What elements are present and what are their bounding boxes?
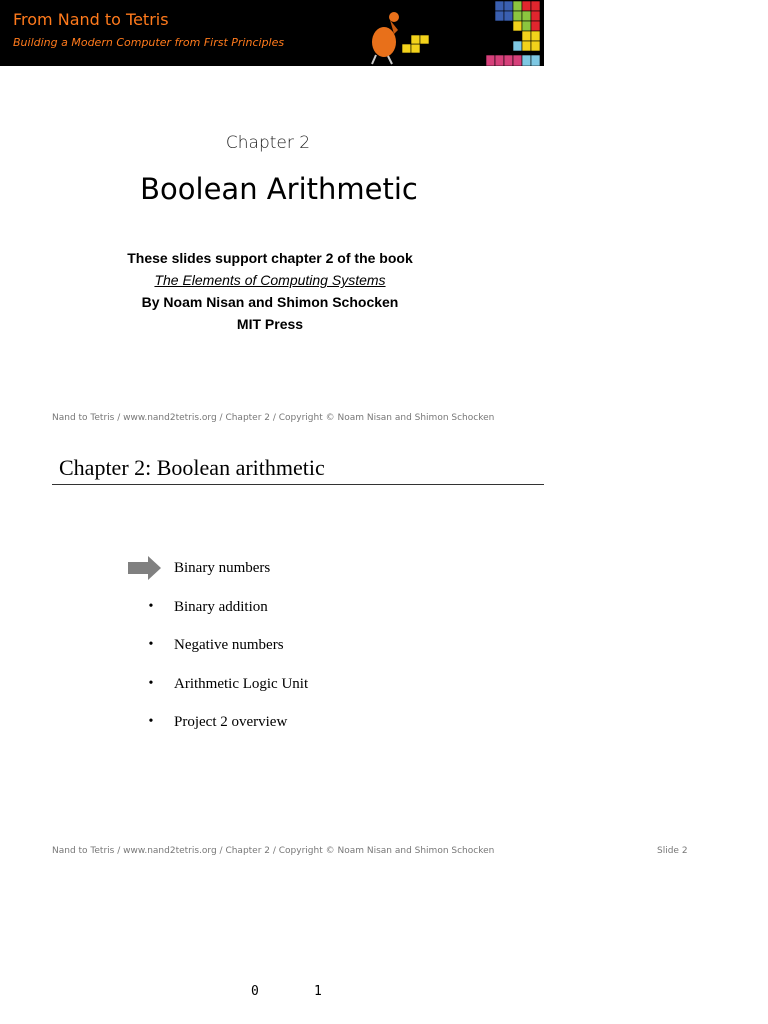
page-number: 0 <box>251 984 259 999</box>
chapter-label: Chapter 2 <box>225 133 311 153</box>
slide-number: Slide 2 <box>657 846 688 856</box>
list-item-label: Binary numbers <box>174 559 271 576</box>
slide-title: Boolean Arithmetic <box>140 172 418 206</box>
header-banner <box>0 0 544 66</box>
bullet-icon: • <box>148 714 154 729</box>
list-item-label: Negative numbers <box>174 636 284 653</box>
bullet-icon: • <box>148 599 154 614</box>
book-title-line: The Elements of Computing Systems <box>154 272 386 288</box>
page-number: 1 <box>314 984 322 999</box>
list-item <box>128 710 287 734</box>
list-item <box>128 633 284 657</box>
slide-footer: Nand to Tetris / www.nand2tetris.org / Chapter 2 / Copyright © Noam Nisan and Shimon Schocken <box>52 413 495 423</box>
list-item <box>128 556 270 580</box>
publisher-line: MIT Press <box>236 316 304 332</box>
authors-line: By Noam Nisan and Shimon Schocken <box>141 294 399 310</box>
slide-footer: Nand to Tetris / www.nand2tetris.org / Chapter 2 / Copyright © Noam Nisan and Shimon Schocken <box>52 846 495 856</box>
title-divider <box>52 484 544 485</box>
bullet-icon: • <box>148 637 154 652</box>
book-line: These slides support chapter 2 of the book <box>127 250 413 266</box>
list-item-label: Project 2 overview <box>174 713 288 730</box>
list-item-label: Binary addition <box>174 598 268 615</box>
list-item <box>128 595 268 619</box>
banner-subtitle: Building a Modern Computer from First Principles <box>13 36 285 49</box>
list-item <box>128 672 308 696</box>
banner-title: From Nand to Tetris <box>13 10 169 29</box>
slide-title: Chapter 2: Boolean arithmetic <box>59 455 325 480</box>
figure-icon <box>372 12 399 64</box>
arrow-right-icon <box>128 556 174 580</box>
bullet-icon: • <box>148 676 154 691</box>
list-item-label: Arithmetic Logic Unit <box>174 675 309 692</box>
tetris-logo-icon <box>360 0 544 66</box>
